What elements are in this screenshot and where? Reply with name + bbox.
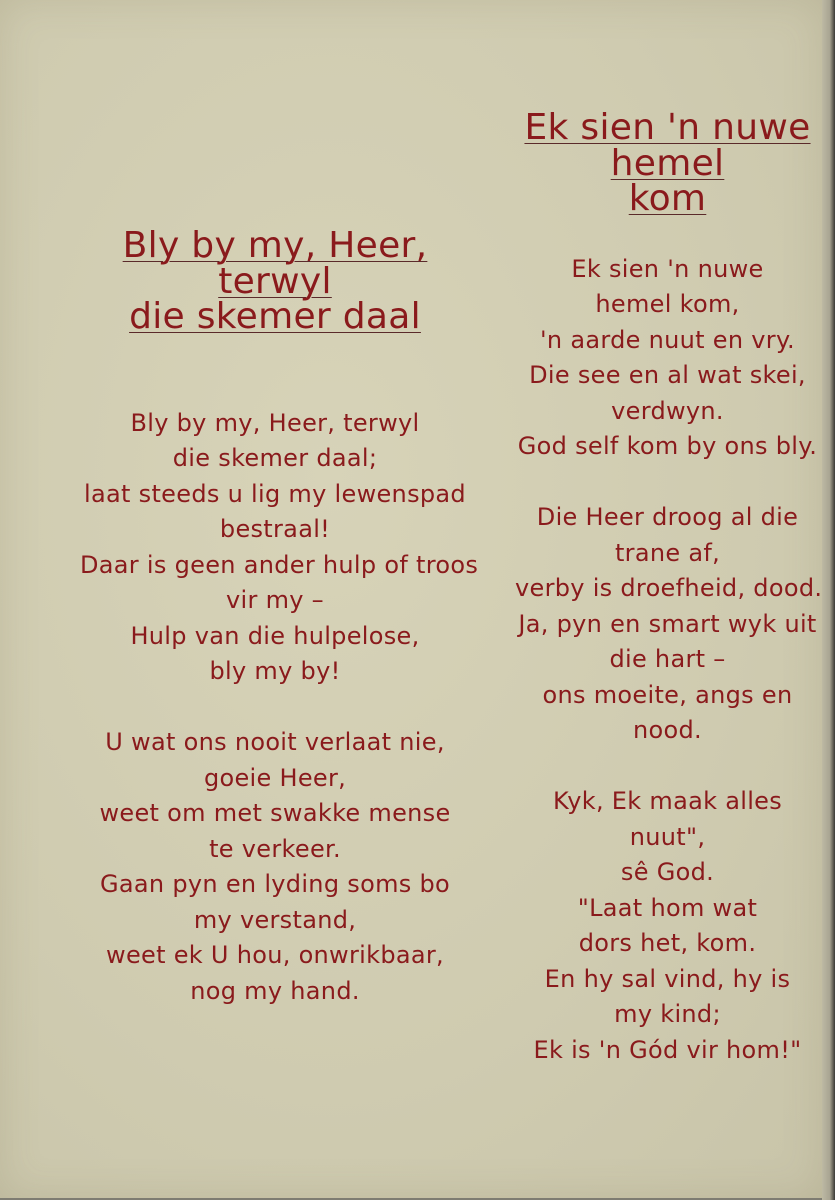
verse-line: sê God. <box>620 858 715 886</box>
verse-line: bestraal! <box>219 515 331 543</box>
verse-line: En hy sal vind, hy is <box>544 964 791 993</box>
verse-line: hemel kom, <box>595 290 740 318</box>
verse-line: te verkeer. <box>209 834 341 863</box>
verse-line: God self kom by ons bly. <box>517 432 818 460</box>
verse-line: Daar is geen ander hulp of troos <box>80 550 479 579</box>
left-title-line: die skemer daal <box>129 296 421 337</box>
stanza <box>515 500 823 749</box>
verse-line: nog my hand. <box>190 976 360 1005</box>
verse-line: weet om met swakke mense <box>99 799 451 827</box>
verse-line: Bly by my, Heer, terwyl <box>130 408 420 437</box>
verse-line: Ek is 'n Gód vir hom!" <box>533 1035 802 1064</box>
right-title-line: kom <box>628 178 707 219</box>
verse-line: my verstand, <box>193 905 357 934</box>
right-title-line: Ek sien 'n nuwe hemel <box>524 107 811 184</box>
verse-line: bly my by! <box>209 657 341 685</box>
verse-line: Die Heer droog al die <box>536 503 799 531</box>
verse-line: "Laat hom wat <box>577 893 758 922</box>
verse-line: verdwyn. <box>611 396 724 425</box>
verse-line: weet ek U hou, onwrikbaar, <box>106 941 444 969</box>
stanza <box>515 784 820 1068</box>
right-poem <box>515 0 823 1068</box>
verse-line: Ja, pyn en smart wyk uit <box>518 609 817 638</box>
stanza <box>80 406 479 690</box>
left-title-line: Bly by my, Heer, terwyl <box>122 225 428 302</box>
verse-line: nuut", <box>629 822 706 851</box>
verse-line: 'n aarde nuut en vry. <box>540 325 795 354</box>
verse-line: Hulp van die hulpelose, <box>130 621 420 650</box>
right-poem-title <box>515 107 820 219</box>
verse-line: Die see en al wat skei, <box>529 361 806 389</box>
left-poem-title <box>80 225 470 337</box>
stanza <box>80 725 470 1009</box>
left-poem-body <box>80 406 479 1010</box>
verse-line: Kyk, Ek maak alles <box>552 787 783 815</box>
verse-line: verby is droefheid, dood. <box>515 574 823 602</box>
verse-line: Gaan pyn en lyding soms bo <box>100 870 450 898</box>
verse-line: die skemer daal; <box>172 444 378 472</box>
left-poem <box>80 0 479 1009</box>
verse-line: U wat ons nooit verlaat nie, <box>105 728 445 756</box>
verse-line: ons moeite, angs en <box>542 680 793 709</box>
verse-line: goeie Heer, <box>203 763 347 792</box>
verse-line: Ek sien 'n nuwe <box>571 254 764 283</box>
verse-line: laat steeds u lig my lewenspad <box>84 479 466 508</box>
verse-line: die hart – <box>609 645 726 673</box>
verse-line: vir my – <box>226 586 324 614</box>
right-poem-body <box>515 252 823 1069</box>
verse-line: nood. <box>633 716 702 744</box>
verse-line: my kind; <box>614 1000 721 1028</box>
page-edge <box>822 0 835 1200</box>
verse-line: trane af, <box>614 538 721 567</box>
verse-line: dors het, kom. <box>578 929 757 957</box>
stanza <box>515 252 820 465</box>
